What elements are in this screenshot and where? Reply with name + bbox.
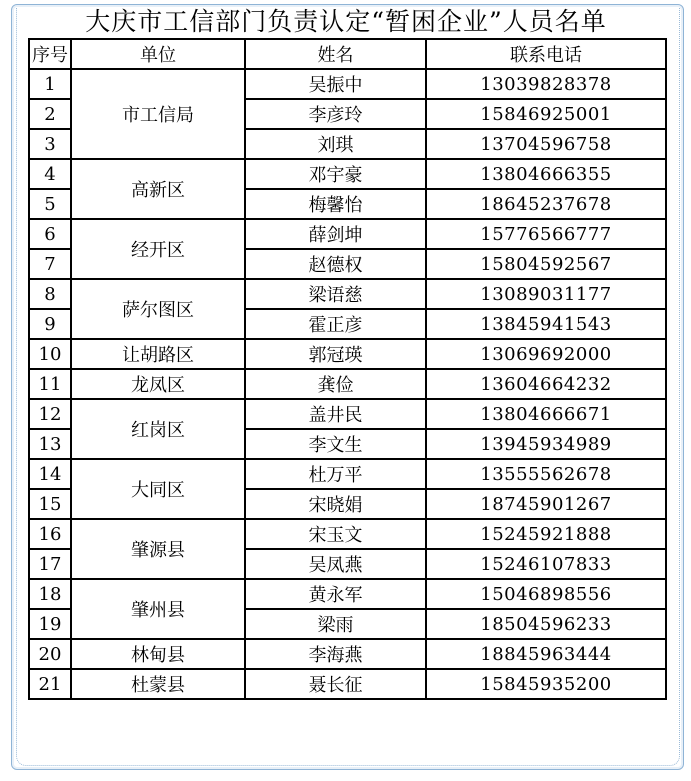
- cell-phone: 18645237678: [426, 189, 666, 219]
- cell-index: 4: [29, 159, 71, 189]
- cell-phone: 18845963444: [426, 639, 666, 669]
- cell-phone: 15846925001: [426, 99, 666, 129]
- cell-name: 郭冠瑛: [245, 339, 426, 369]
- cell-name: 霍正彦: [245, 309, 426, 339]
- cell-name: 宋玉文: [245, 519, 426, 549]
- cell-phone: 18745901267: [426, 489, 666, 519]
- header-name: 姓名: [245, 39, 426, 69]
- cell-index: 12: [29, 399, 71, 429]
- cell-unit: 萨尔图区: [71, 279, 245, 339]
- header-unit: 单位: [71, 39, 245, 69]
- document-title: 大庆市工信部门负责认定“暂困企业”人员名单: [85, 7, 607, 36]
- cell-phone: 15845935200: [426, 669, 666, 699]
- cell-name: 薛剑坤: [245, 219, 426, 249]
- cell-name: 吴凤燕: [245, 549, 426, 579]
- cell-index: 17: [29, 549, 71, 579]
- cell-index: 8: [29, 279, 71, 309]
- cell-index: 5: [29, 189, 71, 219]
- cell-name: 宋晓娟: [245, 489, 426, 519]
- cell-unit: 龙凤区: [71, 369, 245, 399]
- table-row: [29, 579, 666, 609]
- cell-index: 13: [29, 429, 71, 459]
- header-phone: 联系电话: [426, 39, 666, 69]
- cell-name: 梅馨怡: [245, 189, 426, 219]
- table-row: [29, 639, 666, 669]
- cell-name: 刘琪: [245, 129, 426, 159]
- personnel-table: [28, 38, 667, 700]
- cell-index: 21: [29, 669, 71, 699]
- table-row: [29, 399, 666, 429]
- cell-phone: 13804666671: [426, 399, 666, 429]
- cell-index: 11: [29, 369, 71, 399]
- cell-phone: 13704596758: [426, 129, 666, 159]
- cell-phone: 15046898556: [426, 579, 666, 609]
- cell-name: 杜万平: [245, 459, 426, 489]
- cell-phone: 13604664232: [426, 369, 666, 399]
- table-row: [29, 669, 666, 699]
- header-index: 序号: [29, 39, 71, 69]
- cell-index: 18: [29, 579, 71, 609]
- table-row: [29, 279, 666, 309]
- cell-index: 20: [29, 639, 71, 669]
- cell-name: 邓宇豪: [245, 159, 426, 189]
- cell-phone: 13804666355: [426, 159, 666, 189]
- cell-phone: 13555562678: [426, 459, 666, 489]
- cell-unit: 经开区: [71, 219, 245, 279]
- cell-name: 黄永军: [245, 579, 426, 609]
- cell-phone: 13845941543: [426, 309, 666, 339]
- table-header-row: [29, 39, 666, 69]
- cell-index: 10: [29, 339, 71, 369]
- table-row: [29, 459, 666, 489]
- cell-name: 李海燕: [245, 639, 426, 669]
- cell-unit: 杜蒙县: [71, 669, 245, 699]
- cell-unit: 林甸县: [71, 639, 245, 669]
- cell-phone: 13069692000: [426, 339, 666, 369]
- table-body: [29, 69, 666, 699]
- table-row: [29, 339, 666, 369]
- cell-unit: 市工信局: [71, 69, 245, 159]
- cell-name: 聂长征: [245, 669, 426, 699]
- cell-unit: 肇州县: [71, 579, 245, 639]
- cell-phone: 13039828378: [426, 69, 666, 99]
- cell-index: 1: [29, 69, 71, 99]
- cell-phone: 15804592567: [426, 249, 666, 279]
- cell-phone: 15245921888: [426, 519, 666, 549]
- cell-name: 梁雨: [245, 609, 426, 639]
- cell-unit: 高新区: [71, 159, 245, 219]
- cell-unit: 大同区: [71, 459, 245, 519]
- table-row: [29, 159, 666, 189]
- cell-name: 龚俭: [245, 369, 426, 399]
- cell-unit: 肇源县: [71, 519, 245, 579]
- cell-index: 9: [29, 309, 71, 339]
- cell-name: 李文生: [245, 429, 426, 459]
- cell-index: 15: [29, 489, 71, 519]
- cell-phone: 13945934989: [426, 429, 666, 459]
- cell-name: 李彦玲: [245, 99, 426, 129]
- cell-index: 14: [29, 459, 71, 489]
- table-row: [29, 519, 666, 549]
- cell-phone: 15776566777: [426, 219, 666, 249]
- cell-index: 7: [29, 249, 71, 279]
- cell-index: 2: [29, 99, 71, 129]
- cell-index: 3: [29, 129, 71, 159]
- cell-name: 盖井民: [245, 399, 426, 429]
- cell-name: 赵德权: [245, 249, 426, 279]
- cell-phone: 13089031177: [426, 279, 666, 309]
- cell-index: 16: [29, 519, 71, 549]
- cell-phone: 18504596233: [426, 609, 666, 639]
- cell-index: 6: [29, 219, 71, 249]
- table-row: [29, 69, 666, 99]
- cell-index: 19: [29, 609, 71, 639]
- cell-unit: 红岗区: [71, 399, 245, 459]
- cell-phone: 15246107833: [426, 549, 666, 579]
- cell-unit: 让胡路区: [71, 339, 245, 369]
- table-row: [29, 369, 666, 399]
- cell-name: 吴振中: [245, 69, 426, 99]
- table-row: [29, 219, 666, 249]
- cell-name: 梁语慈: [245, 279, 426, 309]
